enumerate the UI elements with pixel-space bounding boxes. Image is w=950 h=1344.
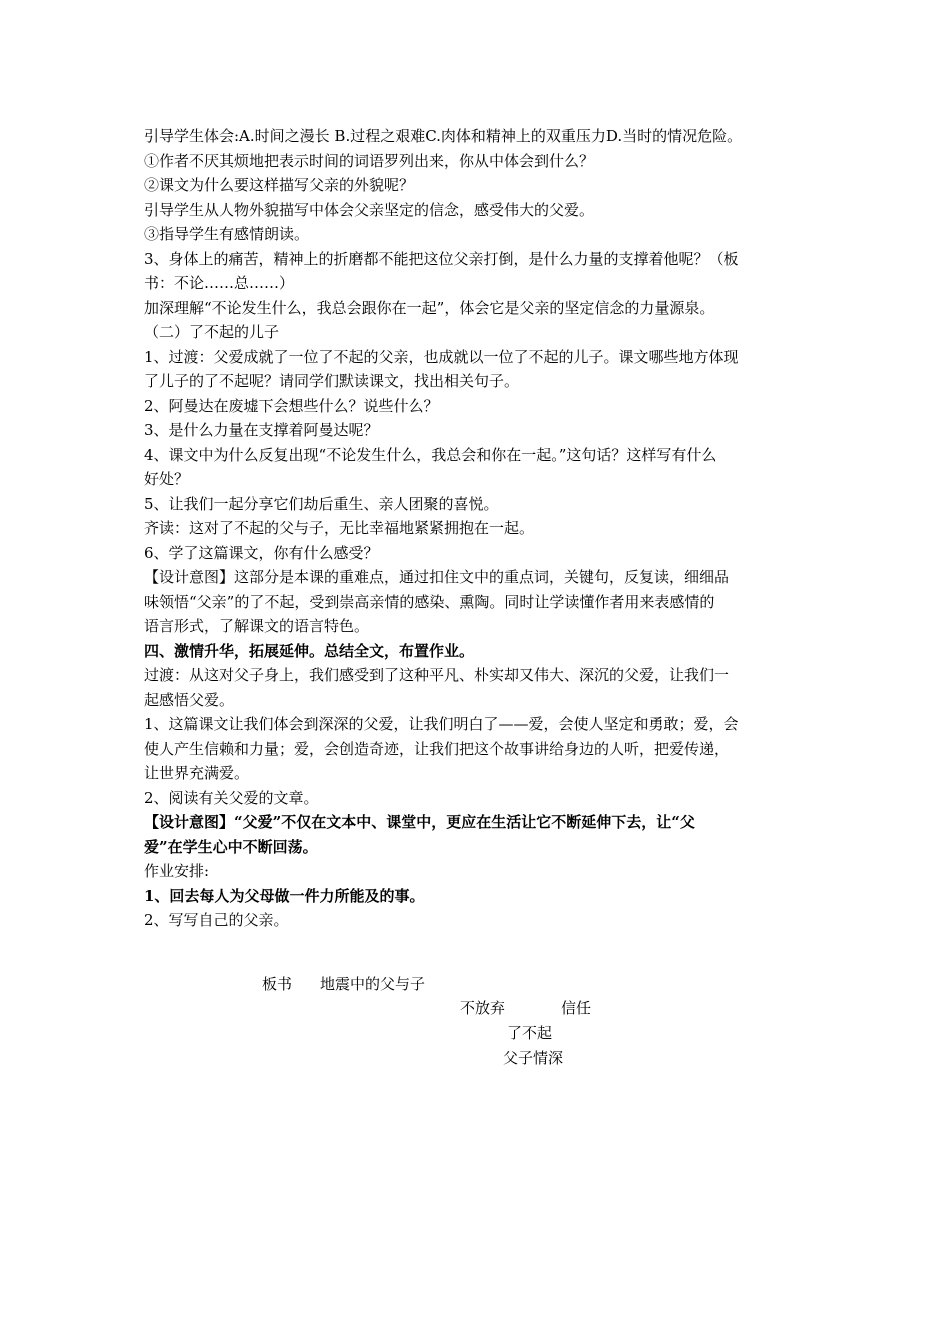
- section-heading: 四、激情升华，拓展延伸。总结全文，布置作业。: [144, 641, 475, 660]
- paragraph-line: 2、阅读有关父爱的文章。: [144, 788, 319, 807]
- paragraph-line: 使人产生信赖和力量；爱，会创造奇迹，让我们把这个故事讲给身边的人听，把爱传递，: [144, 739, 730, 758]
- design-intent-line: 爱”在学生心中不断回荡。: [144, 837, 318, 856]
- board-bottom-word: 父子情深: [503, 1049, 564, 1067]
- paragraph-line: 齐读：这对了不起的父与子，无比幸福地紧紧拥抱在一起。: [144, 519, 535, 537]
- paragraph-line: 3、身体上的痛苦，精神上的折磨都不能把这位父亲打倒，是什么力量的支撑着他呢？（板: [144, 249, 739, 268]
- paragraph-line: ①作者不厌其烦地把表示时间的词语罗列出来，你从中体会到什么？: [144, 151, 595, 170]
- board-label: 板书: [262, 975, 293, 993]
- paragraph-line: ②课文为什么要这样描写父亲的外貌呢？: [144, 176, 415, 194]
- board-left-word: 不放弃: [460, 999, 506, 1017]
- paragraph-line: 6、学了这篇课文，你有什么感受？: [144, 543, 379, 562]
- paragraph-line: 好处？: [144, 470, 190, 488]
- section-heading: （二）了不起的儿子: [144, 323, 280, 341]
- paragraph-line: 让世界充满爱。: [144, 764, 250, 782]
- paragraph-line: 1、这篇课文让我们体会到深深的父爱，让我们明白了——爱，会使人坚定和勇敢；爱，会: [144, 715, 739, 733]
- homework-heading: 作业安排:: [144, 862, 210, 880]
- paragraph-line: 1、过渡：父爱成就了一位了不起的父亲，也成就以一位了不起的儿子。课文哪些地方体现: [144, 347, 739, 366]
- paragraph-line: 5、让我们一起分享它们劫后重生、亲人团聚的喜悦。: [144, 494, 499, 513]
- paragraph-line: 2、阿曼达在废墟下会想些什么？说些什么？: [144, 396, 439, 415]
- paragraph-line: 书：不论……总……）: [144, 274, 295, 292]
- paragraph-line: 引导学生体会:A.时间之漫长 B.过程之艰难C.肉体和精神上的双重压力D.当时的情况危险。: [144, 127, 743, 145]
- board-title: 地震中的父与子: [320, 975, 426, 993]
- design-intent-line: 【设计意图】“父爱”不仅在文本中、课堂中，更应在生活让它不断延伸下去，让“父: [144, 813, 695, 831]
- paragraph-line: 3、是什么力量在支撑着阿曼达呢？: [144, 421, 379, 439]
- design-intent-line: 语言形式，了解课文的语言特色。: [144, 617, 370, 635]
- board-right-word: 信任: [561, 999, 592, 1017]
- board-center-word: 了不起: [507, 1024, 553, 1042]
- paragraph-line: 起感悟父爱。: [144, 690, 235, 709]
- paragraph-line: 过渡：从这对父子身上，我们感受到了这种平凡、朴实却又伟大、深沉的父爱，让我们一: [144, 666, 730, 684]
- homework-item: 1、回去每人为父母做一件力所能及的事。: [144, 886, 425, 905]
- lesson-plan-body: [144, 124, 814, 933]
- paragraph-line: 4、课文中为什么反复出现“不论发生什么，我总会和你在一起。”这句话？这样写有什么: [144, 445, 717, 464]
- paragraph-line: 引导学生从人物外貌描写中体会父亲坚定的信念，感受伟大的父爱。: [144, 200, 595, 219]
- design-intent-line: 味领悟“父亲”的了不起，受到崇高亲情的感染、熏陶。同时让学读懂作者用来表感情的: [144, 592, 715, 611]
- paragraph-line: ③指导学生有感情朗读。: [144, 225, 310, 243]
- design-intent-line: 【设计意图】这部分是本课的重难点，通过扣住文中的重点词，关键句，反复读，细细品: [144, 568, 730, 586]
- paragraph-line: 加深理解“不论发生什么，我总会跟你在一起”，体会它是父亲的坚定信念的力量源泉。: [144, 298, 715, 317]
- homework-item: 2、写写自己的父亲。: [144, 911, 289, 929]
- paragraph-line: 了儿子的了不起呢？请同学们默读课文，找出相关句子。: [144, 372, 520, 390]
